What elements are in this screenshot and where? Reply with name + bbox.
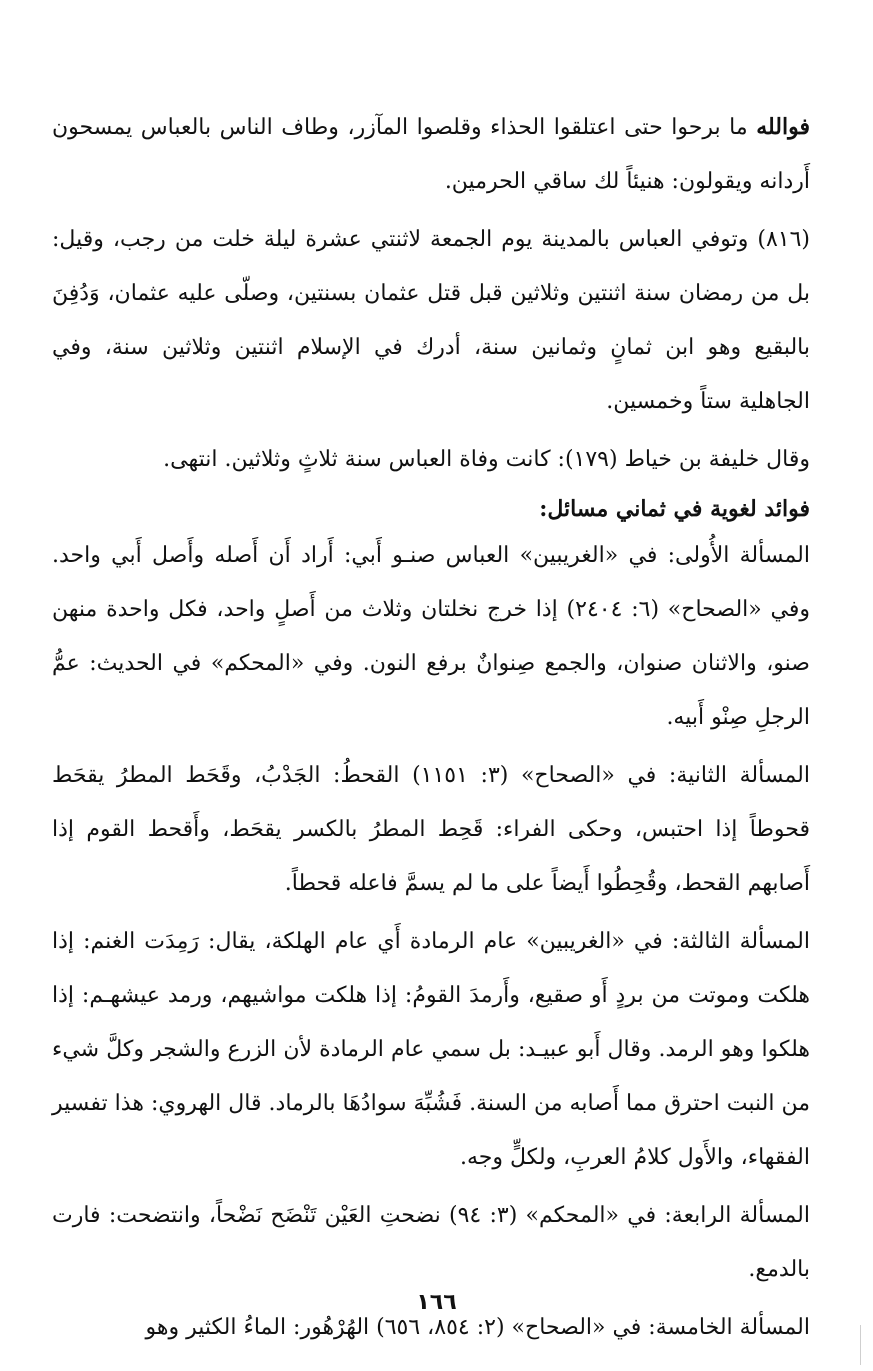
issue-3: المسألة الثالثة: في «الغريبين» عام الرمادة أَي عام الهلكة، يقال: رَمِدَت الغنم: إذا هلكت وموتت من بردٍ أَو صقيع، وأَرمدَ القومُ: إذا هلكت مواشيهم، ورمد عيشهـم: إذا هلكوا وهو الرمد. وقال أَبو عبيـد: بل سمي عام الرمادة لأن الزرع والشجر وكلَّ شيء من النبت احترق مما أَصابه من السنة. فَشُبِّهَ سوادُهَا بالرماد. قال الهروي: هذا تفسير الفقهاء، والأَول كلامُ العربِ، ولكلٍّ وجه. bbox=[52, 929, 810, 1170]
issue-4: المسألة الرابعة: في «المحكم» (٣: ٩٤) نضحتِ العَيْن تَنْضَح نَضْحاً، وانتضحت: فارت بالدمع. bbox=[52, 1203, 810, 1282]
section-heading: فوائد لغوية في ثماني مسائل: bbox=[539, 496, 810, 522]
paragraph-1-text: ما برحوا حتى اعتلقوا الحذاء وقلصوا المآزر، وطاف الناس بالعباس يمسحون أَردانه ويقولون: هنيئاً لك ساقي الحرمين. bbox=[52, 115, 810, 194]
issue-2: المسألة الثانية: في «الصحاح» (٣: ١١٥١) القحطُ: الجَدْبُ، وقَحَط المطرُ يقحَط قحوطاً إذا احتبس، وحكى الفراء: قَحِط المطرُ بالكسر يقحَط، وأَقحط القوم إذا أَصابهم القحط، وقُحِطُوا أَيضاً على ما لم يسمَّ فاعله قحطاً. bbox=[52, 763, 810, 896]
issue-5: المسألة الخامسة: في «الصحاح» (٢: ٨٥٤، ٦٥٦) الهُرْهُور: الماءُ الكثير وهو bbox=[145, 1315, 810, 1340]
issue-1: المسألة الأُولى: في «الغريبين» العباس صنـو أَبي: أَراد أَن أَصله وأَصل أَبي واحد. وفي «الصحاح» (٦: ٢٤٠٤) إذا خرج نخلتان وثلاث من أَصلٍ واحد، فكل واحدة منهن صنو، والاثنان صنوان، والجمع صِنوانٌ برفع النون. وفي «المحكم» في الحديث: عمُّ الرجلِ صِنْو أَبيه. bbox=[52, 543, 810, 730]
paragraph-3: وقال خليفة بن خياط (١٧٩): كانت وفاة العباس سنة ثلاثٍ وثلاثين. انتهى. bbox=[163, 447, 810, 472]
paragraph-1 bbox=[52, 100, 810, 209]
margin-line bbox=[860, 1325, 861, 1365]
paragraph-2: (٨١٦) وتوفي العباس بالمدينة يوم الجمعة لاثنتي عشرة ليلة خلت من رجب، وقيل: بل من رمضان سنة اثنتين وثلاثين قبل قتل عثمان بسنتين، وصلّى عليه عثمان، وَدُفِنَ بالبقيع وهو ابن ثمانٍ وثمانين سنة، أدرك في الإسلام اثنتين وثلاثين سنة، وفي الجاهلية ستاً وخمسين. bbox=[52, 227, 810, 414]
paragraph-1-lead: فوالله bbox=[756, 114, 810, 140]
page-body bbox=[52, 100, 810, 1355]
page-number: ١٦٦ bbox=[416, 1290, 457, 1315]
